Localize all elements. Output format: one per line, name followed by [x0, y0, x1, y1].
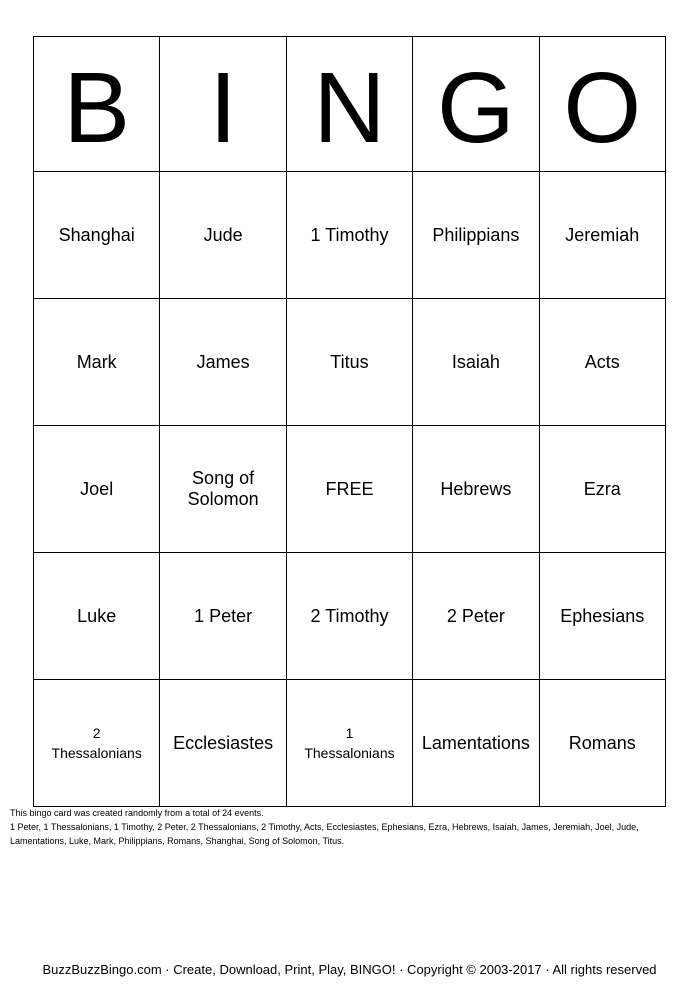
bingo-cell: 2 Timothy: [286, 553, 412, 680]
bingo-cell: 1 Thessalonians: [286, 680, 412, 807]
bingo-cell: Romans: [539, 680, 665, 807]
bingo-cell: Mark: [34, 299, 160, 426]
bingo-cell: Philippians: [413, 172, 539, 299]
bingo-cell: Song of Solomon: [160, 426, 286, 553]
bingo-row: [34, 172, 666, 299]
bingo-cell: Lamentations: [413, 680, 539, 807]
bingo-cell: Acts: [539, 299, 665, 426]
card-info: [10, 806, 690, 848]
card-info-summary: This bingo card was created randomly from a total of 24 events.: [10, 808, 264, 818]
bingo-row: [34, 299, 666, 426]
bingo-row: [34, 553, 666, 680]
header-letter-n: N: [286, 37, 412, 172]
bingo-cell: 1 Timothy: [286, 172, 412, 299]
header-letter-o: O: [539, 37, 665, 172]
bingo-cell: 2 Peter: [413, 553, 539, 680]
bingo-cell: Hebrews: [413, 426, 539, 553]
bingo-card: [33, 36, 666, 807]
bingo-cell: 2 Thessalonians: [34, 680, 160, 807]
header-letter-g: G: [413, 37, 539, 172]
bingo-cell: 1 Peter: [160, 553, 286, 680]
header-letter-b: B: [34, 37, 160, 172]
free-space-cell: FREE: [286, 426, 412, 553]
bingo-cell: Shanghai: [34, 172, 160, 299]
bingo-cell: James: [160, 299, 286, 426]
header-letter-i: I: [160, 37, 286, 172]
bingo-cell: Jeremiah: [539, 172, 665, 299]
card-info-event-list: 1 Peter, 1 Thessalonians, 1 Timothy, 2 Peter, 2 Thessalonians, 2 Timothy, Acts, Ecclesiastes, Ephesians, Ezra, Hebrews, Isaiah, James, Jeremiah, Joel, Jude, Lamentations, Luke, Mark, Philippians, Romans, Shanghai, Song of Solomon, Titus.: [10, 822, 639, 846]
bingo-cell: Isaiah: [413, 299, 539, 426]
bingo-cell: Ephesians: [539, 553, 665, 680]
bingo-header-row: [34, 37, 666, 172]
bingo-cell: Ezra: [539, 426, 665, 553]
site-footer: BuzzBuzzBingo.com · Create, Download, Print, Play, BINGO! · Copyright © 2003-2017 · All rights reserved: [42, 962, 657, 977]
bingo-cell: Joel: [34, 426, 160, 553]
bingo-row: [34, 426, 666, 553]
bingo-cell: Jude: [160, 172, 286, 299]
bingo-row: [34, 680, 666, 807]
bingo-cell: Luke: [34, 553, 160, 680]
bingo-cell: Titus: [286, 299, 412, 426]
bingo-cell: Ecclesiastes: [160, 680, 286, 807]
